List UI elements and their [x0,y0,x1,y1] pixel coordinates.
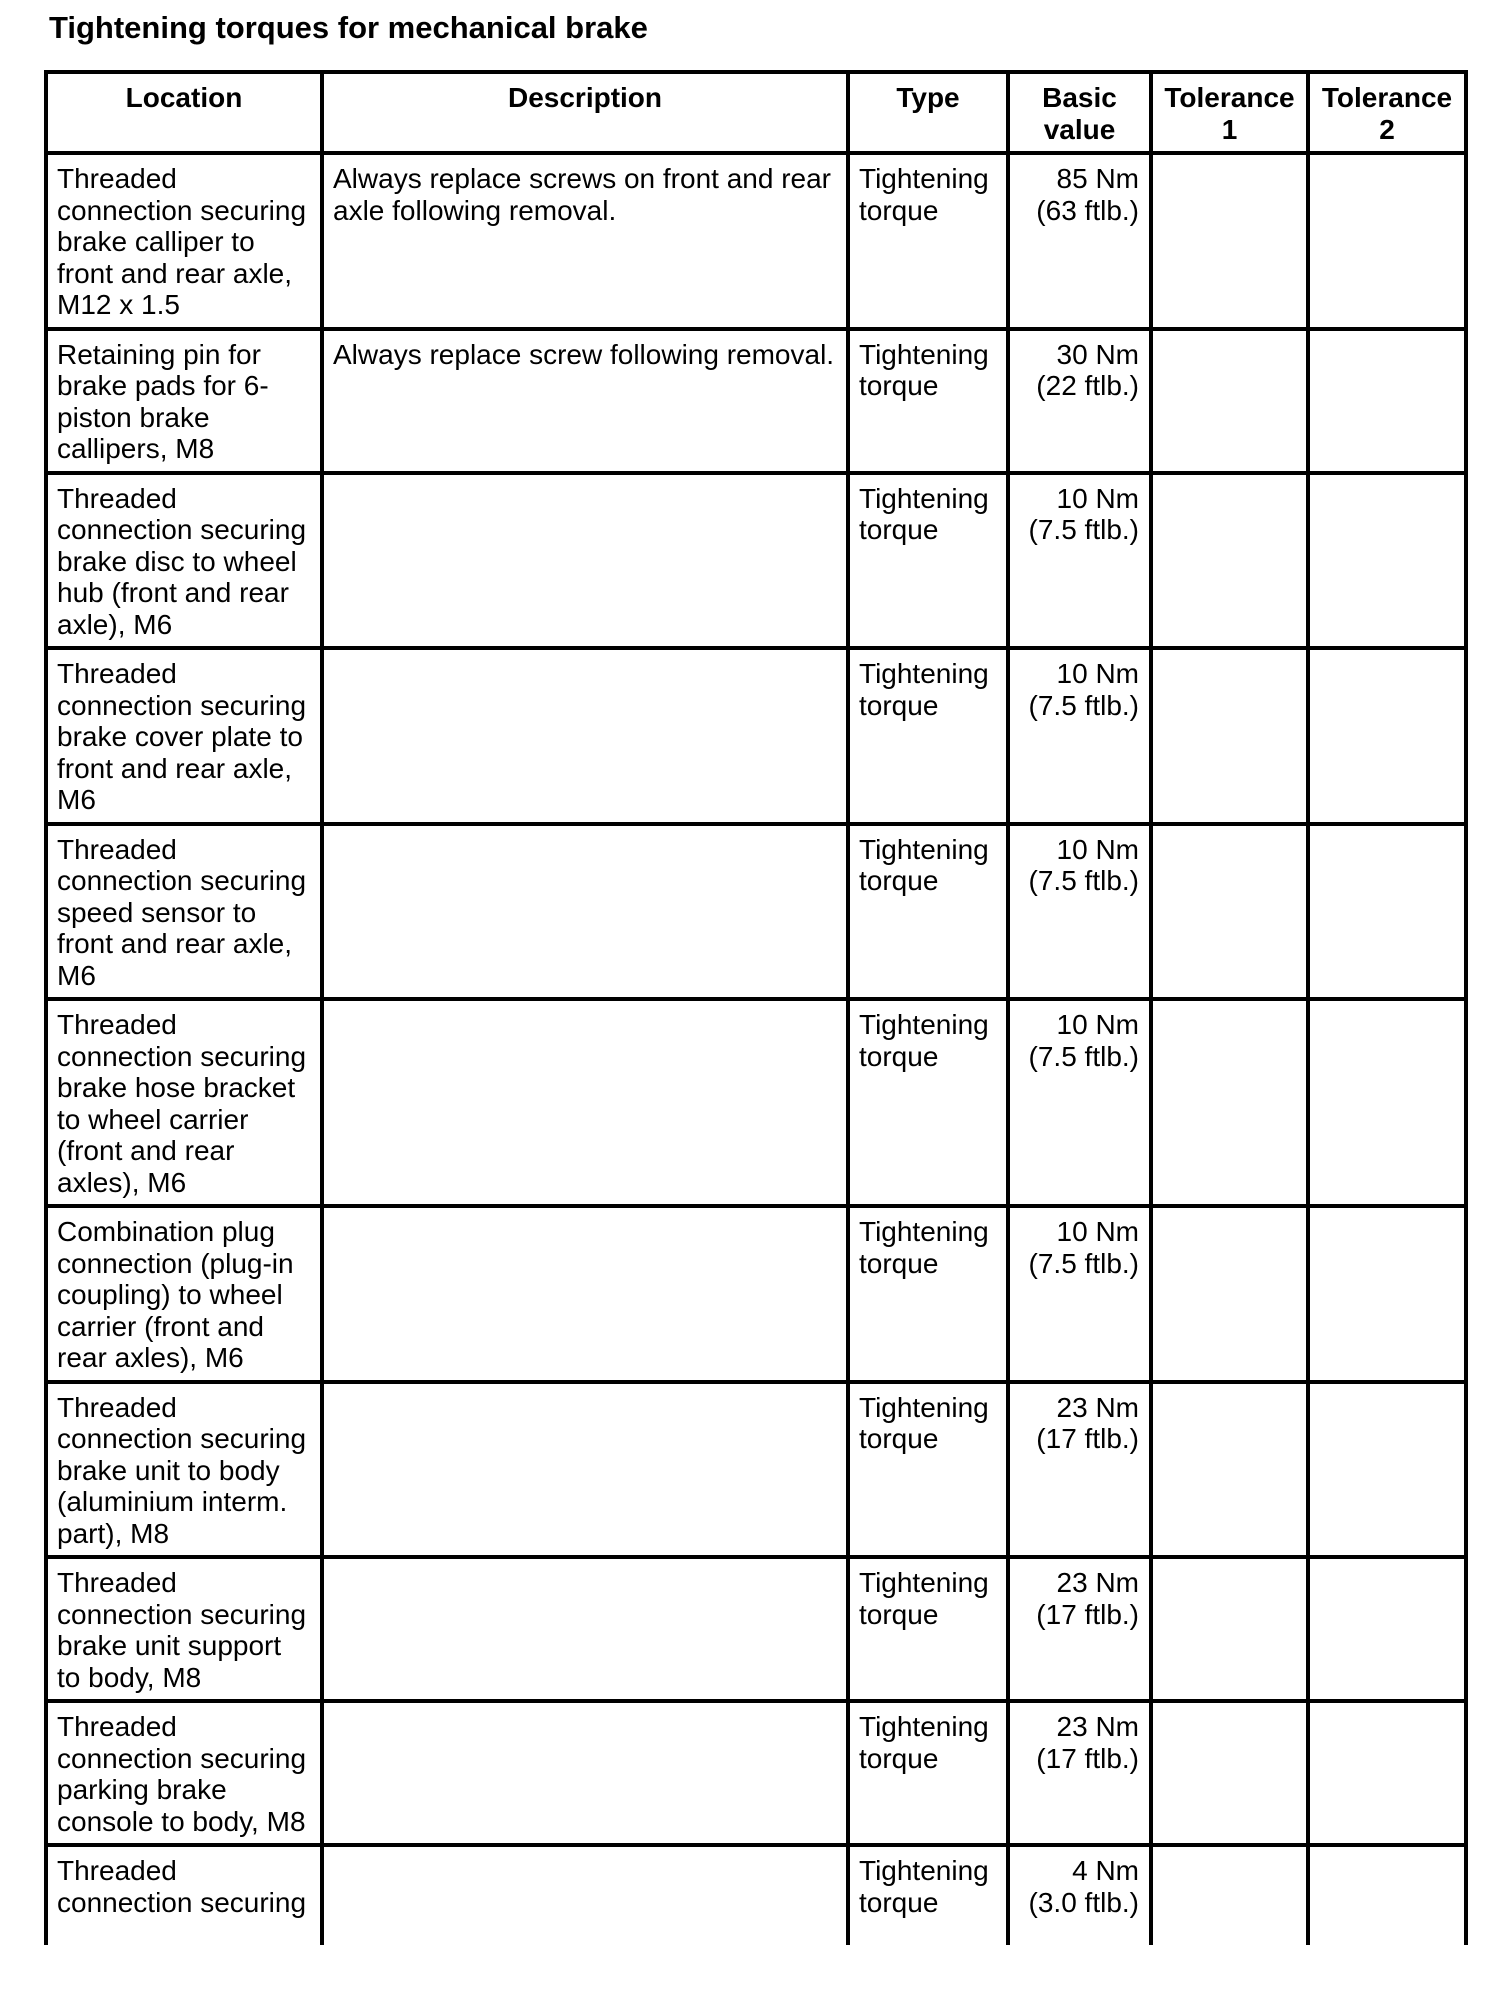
cell-basic-value [1008,1845,1151,1945]
cell-location: Combination plug connection (plug-in coupling) to wheel carrier (front and rear axles), M6 [46,1206,322,1382]
header-tolerance-1-line1: Tolerance [1164,82,1295,113]
cell-tolerance-2 [1308,999,1466,1206]
header-tolerance-1 [1151,72,1308,153]
cell-description: Always replace screws on front and rear axle following removal. [322,153,848,329]
cell-tolerance-1 [1151,1845,1308,1945]
cell-type: Tightening torque [848,1557,1008,1701]
value-nm: 10 Nm [1056,833,1139,865]
cell-location: Threaded connection securing brake cover plate to front and rear axle, M6 [46,648,322,824]
header-basic-value-line1: Basic [1042,82,1117,113]
table-row [46,648,1466,824]
cell-location: Threaded connection securing brake unit to body (aluminium interm. part), M8 [46,1382,322,1558]
cell-basic-value [1008,329,1151,473]
value-ftlb: (3.0 ftlb.) [1028,1886,1139,1918]
table-row [46,999,1466,1206]
cell-tolerance-1 [1151,1382,1308,1558]
table-body [46,153,1466,1945]
cell-location: Threaded connection securing [46,1845,322,1945]
value-ftlb: (63 ftlb.) [1036,194,1139,226]
value-nm: 10 Nm [1056,1216,1139,1247]
cell-tolerance-1 [1151,1557,1308,1701]
table-row [46,1557,1466,1701]
cell-location: Retaining pin for brake pads for 6-piston brake callipers, M8 [46,329,322,473]
cell-tolerance-2 [1308,1701,1466,1845]
cell-description [322,824,848,1000]
cell-tolerance-1 [1151,999,1308,1206]
cell-tolerance-2 [1308,648,1466,824]
cell-description [322,1382,848,1558]
header-basic-value [1008,72,1151,153]
value-nm: 85 Nm [1056,163,1139,194]
cell-type: Tightening torque [848,473,1008,649]
cell-type: Tightening torque [848,1701,1008,1845]
cell-tolerance-1 [1151,1701,1308,1845]
cell-tolerance-1 [1151,824,1308,1000]
cell-tolerance-2 [1308,153,1466,329]
header-tolerance-2-line2: 2 [1379,113,1395,145]
table-row [46,1845,1466,1945]
cell-tolerance-1 [1151,329,1308,473]
value-nm: 30 Nm [1056,338,1139,370]
cell-tolerance-2 [1308,1557,1466,1701]
cell-basic-value [1008,1382,1151,1558]
value-nm: 10 Nm [1056,1009,1139,1040]
cell-description [322,648,848,824]
cell-basic-value [1008,1557,1151,1701]
value-ftlb: (7.5 ftlb.) [1028,865,1139,896]
header-basic-value-line2: value [1043,113,1116,145]
value-nm: 10 Nm [1056,658,1139,689]
cell-location: Threaded connection securing brake calliper to front and rear axle, M12 x 1.5 [46,153,322,329]
table-row [46,153,1466,329]
cell-description [322,1701,848,1845]
cell-tolerance-1 [1151,153,1308,329]
value-nm: 10 Nm [1056,482,1139,514]
cell-tolerance-2 [1308,1845,1466,1945]
cell-tolerance-2 [1308,1206,1466,1382]
cell-type: Tightening torque [848,1382,1008,1558]
cell-type: Tightening torque [848,1845,1008,1945]
cell-description [322,473,848,649]
value-ftlb: (17 ftlb.) [1036,1742,1139,1774]
cell-basic-value [1008,999,1151,1206]
cell-description [322,1845,848,1945]
value-ftlb: (17 ftlb.) [1036,1423,1139,1454]
header-description: Description [322,72,848,153]
cell-type: Tightening torque [848,648,1008,824]
cell-tolerance-1 [1151,473,1308,649]
value-ftlb: (7.5 ftlb.) [1028,1247,1139,1279]
cell-basic-value [1008,473,1151,649]
value-nm: 23 Nm [1056,1567,1139,1598]
value-nm: 23 Nm [1056,1711,1139,1742]
header-tolerance-1-line2: 1 [1221,113,1238,145]
cell-location: Threaded connection securing brake hose bracket to wheel carrier (front and rear axles), M6 [46,999,322,1206]
value-ftlb: (7.5 ftlb.) [1028,1040,1139,1072]
value-ftlb: (17 ftlb.) [1036,1598,1139,1630]
cell-basic-value [1008,1206,1151,1382]
cell-basic-value [1008,153,1151,329]
cell-description [322,999,848,1206]
page-title: Tightening torques for mechanical brake [49,10,648,45]
header-row [46,72,1466,153]
table-row [46,1382,1466,1558]
cell-tolerance-2 [1308,824,1466,1000]
value-ftlb: (7.5 ftlb.) [1028,514,1139,545]
cell-location: Threaded connection securing parking brake console to body, M8 [46,1701,322,1845]
value-nm: 23 Nm [1056,1391,1139,1423]
cell-tolerance-1 [1151,1206,1308,1382]
cell-basic-value [1008,1701,1151,1845]
cell-type: Tightening torque [848,329,1008,473]
cell-tolerance-2 [1308,1382,1466,1558]
header-tolerance-2-line1: Tolerance [1321,82,1453,113]
table-row [46,329,1466,473]
cell-type: Tightening torque [848,153,1008,329]
torque-table [44,70,1468,1945]
cell-description: Always replace screw following removal. [322,329,848,473]
cell-location: Threaded connection securing brake disc to wheel hub (front and rear axle), M6 [46,473,322,649]
table-row [46,1206,1466,1382]
cell-description [322,1557,848,1701]
table-header [46,72,1466,153]
cell-type: Tightening torque [848,824,1008,1000]
cell-tolerance-2 [1308,329,1466,473]
table-row [46,1701,1466,1845]
cell-basic-value [1008,824,1151,1000]
value-ftlb: (22 ftlb.) [1036,370,1139,401]
value-nm: 4 Nm [1072,1855,1139,1886]
cell-type: Tightening torque [848,1206,1008,1382]
table-row [46,824,1466,1000]
header-type: Type [848,72,1008,153]
table-row [46,473,1466,649]
header-tolerance-2 [1308,72,1466,153]
value-ftlb: (7.5 ftlb.) [1028,689,1139,721]
cell-location: Threaded connection securing brake unit support to body, M8 [46,1557,322,1701]
header-location: Location [46,72,322,153]
cell-description [322,1206,848,1382]
cell-tolerance-1 [1151,648,1308,824]
cell-type: Tightening torque [848,999,1008,1206]
cell-location: Threaded connection securing speed sensor to front and rear axle, M6 [46,824,322,1000]
cell-tolerance-2 [1308,473,1466,649]
cell-basic-value [1008,648,1151,824]
